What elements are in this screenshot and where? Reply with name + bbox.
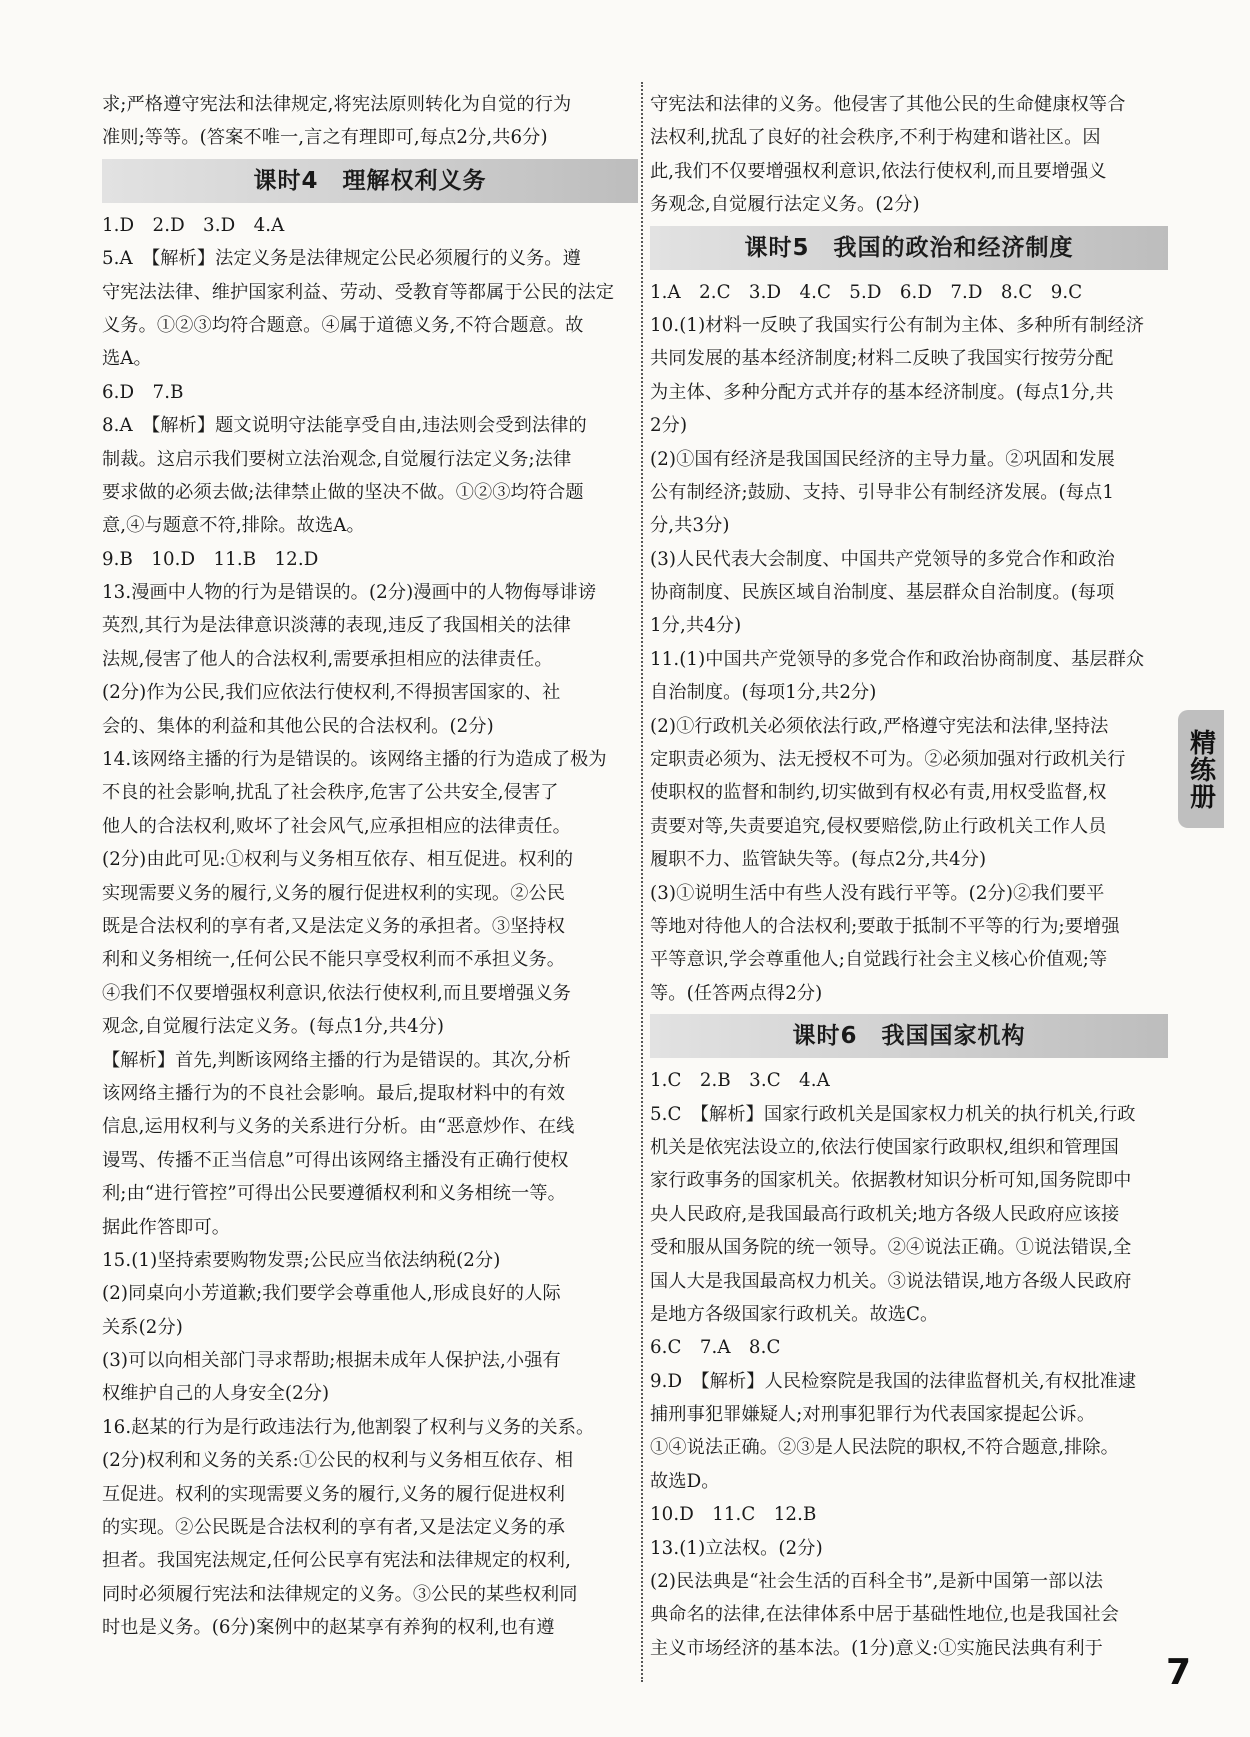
text-line: 6.D 7.B <box>102 381 184 403</box>
section-heading: 课时4 理解权利义务 <box>102 159 638 203</box>
text-line: 履职不力、监管缺失等。(每点2分,共4分) <box>650 849 987 871</box>
text-line: 观念,自觉履行法定义务。(每点1分,共4分) <box>102 1016 445 1038</box>
text-line: 故选D。 <box>650 1470 720 1492</box>
text-line: 的实现。②公民既是合法权利的享有者,又是法定义务的承 <box>102 1517 566 1539</box>
text-line: 守宪法和法律的义务。他侵害了其他公民的生命健康权等合 <box>650 94 1126 115</box>
text-line: 1分,共4分) <box>650 615 742 637</box>
text-line: 10.D 11.C 12.B <box>650 1504 817 1526</box>
text-line: 捕刑事犯罪嫌疑人;对刑事犯罪行为代表国家提起公诉。 <box>650 1404 1096 1426</box>
text-line: ④我们不仅要增强权利意识,依法行使权利,而且要增强义务 <box>102 982 571 1004</box>
text-line: 他人的合法权利,败坏了社会风气,应承担相应的法律责任。 <box>102 815 571 837</box>
text-line: 同时必须履行宪法和法律规定的义务。③公民的某些权利同 <box>102 1583 578 1605</box>
text-line: (3)人民代表大会制度、中国共产党领导的多党合作和政治 <box>650 548 1115 570</box>
text-line: 9.B 10.D 11.B 12.D <box>102 548 319 570</box>
text-line: (2)①行政机关必须依法行政,严格遵守宪法和法律,坚持法 <box>650 715 1109 737</box>
text-line: 1.C 2.B 3.C 4.A <box>650 1070 830 1092</box>
text-line: 11.(1)中国共产党领导的多党合作和政治协商制度、基层群众 <box>650 648 1145 670</box>
text-line: 意,④与题意不符,排除。故选A。 <box>102 515 365 537</box>
text-line: 2分) <box>650 415 688 437</box>
text-line: 14.该网络主播的行为是错误的。该网络主播的行为造成了极为 <box>102 749 607 771</box>
side-tab <box>1178 710 1224 828</box>
text-line: 不良的社会影响,扰乱了社会秩序,危害了公共安全,侵害了 <box>102 782 559 804</box>
text-line: 典命名的法律,在法律体系中居于基础性地位,也是我国社会 <box>650 1604 1119 1626</box>
text-line: 15.(1)坚持索要购物发票;公民应当依法纳税(2分) <box>102 1249 501 1271</box>
text-line: 等地对待他人的合法权利;要敢于抵制不平等的行为;要增强 <box>650 915 1120 937</box>
page-number: 7 <box>1166 1652 1192 1693</box>
text-line: 互促进。权利的实现需要义务的履行,义务的履行促进权利 <box>102 1483 566 1505</box>
text-line: 是地方各级国家行政机关。故选C。 <box>650 1303 939 1325</box>
text-line: 等。(任答两点得2分) <box>650 982 823 1004</box>
text-line: 6.C 7.A 8.C <box>650 1337 781 1359</box>
text-line: (3)①说明生活中有些人没有践行平等。(2分)②我们要平 <box>650 882 1105 904</box>
text-line: 自治制度。(每项1分,共2分) <box>650 682 877 704</box>
text-line: 求;严格遵守宪法和法律规定,将宪法原则转化为自觉的行为 <box>102 94 572 115</box>
text-line: 8.A 【解析】题文说明守法能享受自由,违法则会受到法律的 <box>102 415 587 437</box>
text-line: 谩骂、传播不正当信息”可得出该网络主播没有正确行使权 <box>102 1149 569 1171</box>
text-line: 据此作答即可。 <box>102 1216 231 1238</box>
text-line: 1.D 2.D 3.D 4.A <box>102 214 285 236</box>
text-line: 利和义务相统一,任何公民不能只享受权利而不承担义务。 <box>102 949 566 971</box>
text-line: 要求做的必须去做;法律禁止做的坚决不做。①②③均符合题 <box>102 481 584 503</box>
text-line: 英烈,其行为是法律意识淡薄的表现,违反了我国相关的法律 <box>102 615 571 637</box>
text-line: 协商制度、民族区域自治制度、基层群众自治制度。(每项 <box>650 582 1115 604</box>
text-line: 该网络主播行为的不良社会影响。最后,提取材料中的有效 <box>102 1082 566 1104</box>
text-line: (2分)由此可见:①权利与义务相互依存、相互促进。权利的 <box>102 849 574 871</box>
text-line: (2分)作为公民,我们应依法行使权利,不得损害国家的、社 <box>102 682 561 704</box>
text-line: 实现需要义务的履行,义务的履行促进权利的实现。②公民 <box>102 882 566 904</box>
text-line: 【解析】首先,判断该网络主播的行为是错误的。其次,分析 <box>102 1049 571 1071</box>
text-line: 国人大是我国最高权力机关。③说法错误,地方各级人民政府 <box>650 1270 1132 1292</box>
text-line: 定职责必须为、法无授权不可为。②必须加强对行政机关行 <box>650 749 1126 771</box>
text-line: 共同发展的基本经济制度;材料二反映了我国实行按劳分配 <box>650 348 1114 370</box>
text-line: 制裁。这启示我们要树立法治观念,自觉履行法定义务;法律 <box>102 448 572 470</box>
text-line: 准则;等等。(答案不唯一,言之有理即可,每点2分,共6分) <box>102 127 548 149</box>
text-line: 机关是依宪法设立的,依法行使国家行政职权,组织和管理国 <box>650 1136 1119 1158</box>
left-column <box>102 88 638 1645</box>
right-column-lines <box>650 88 1168 1665</box>
text-line: 9.D 【解析】人民检察院是我国的法律监督机关,有权批准逮 <box>650 1370 1137 1392</box>
right-column <box>650 88 1168 1665</box>
text-line: 法规,侵害了他人的合法权利,需要承担相应的法律责任。 <box>102 648 553 670</box>
text-line: 公有制经济;鼓励、支持、引导非公有制经济发展。(每点1 <box>650 481 1114 503</box>
left-column-lines <box>102 88 638 1645</box>
text-line: 责要对等,失责要追究,侵权要赔偿,防止行政机关工作人员 <box>650 815 1107 837</box>
text-line: 利;由“进行管控”可得出公民要遵循权利和义务相统一等。 <box>102 1183 566 1205</box>
text-line: 法权利,扰乱了良好的社会秩序,不利于构建和谐社区。因 <box>650 127 1101 149</box>
text-line: 选A。 <box>102 348 152 370</box>
text-line: 会的、集体的利益和其他公民的合法权利。(2分) <box>102 715 494 737</box>
text-line: 平等意识,学会尊重他人;自觉践行社会主义核心价值观;等 <box>650 949 1108 971</box>
text-line: 此,我们不仅要增强权利意识,依法行使权利,而且要增强义 <box>650 160 1107 182</box>
text-line: (2)民法典是“社会生活的百科全书”,是新中国第一部以法 <box>650 1571 1104 1593</box>
text-line: 信息,运用权利与义务的关系进行分析。由“恶意炒作、在线 <box>102 1116 575 1138</box>
text-line: (2)①国有经济是我国国民经济的主导力量。②巩固和发展 <box>650 448 1115 470</box>
text-line: 家行政事务的国家机关。依据教材知识分析可知,国务院即中 <box>650 1170 1132 1192</box>
text-line: 1.A 2.C 3.D 4.C 5.D 6.D 7.D 8.C 9.C <box>650 281 1083 303</box>
column-divider <box>641 82 643 1682</box>
text-line: 使职权的监督和制约,切实做到有权必有责,用权受监督,权 <box>650 782 1107 804</box>
text-line: 受和服从国务院的统一领导。②④说法正确。①说法错误,全 <box>650 1237 1132 1259</box>
text-line: 16.赵某的行为是行政违法行为,他割裂了权利与义务的关系。 <box>102 1416 595 1438</box>
text-line: 既是合法权利的享有者,又是法定义务的承担者。③坚持权 <box>102 915 566 937</box>
text-line: 权维护自己的人身安全(2分) <box>102 1383 330 1405</box>
text-line: 务观念,自觉履行法定义务。(2分) <box>650 194 920 216</box>
text-line: 为主体、多种分配方式并存的基本经济制度。(每点1分,共 <box>650 381 1114 403</box>
text-line: 央人民政府,是我国最高行政机关;地方各级人民政府应该接 <box>650 1203 1120 1225</box>
text-line: 5.A 【解析】法定义务是法律规定公民必须履行的义务。遵 <box>102 248 581 270</box>
side-tab-label: 精练册 <box>1185 728 1216 810</box>
text-line: 守宪法法律、维护国家利益、劳动、受教育等都属于公民的法定 <box>102 281 615 303</box>
text-line: ①④说法正确。②③是人民法院的职权,不符合题意,排除。 <box>650 1437 1119 1459</box>
text-line: (2)同桌向小芳道歉;我们要学会尊重他人,形成良好的人际 <box>102 1283 561 1305</box>
section-heading: 课时6 我国国家机构 <box>650 1014 1168 1058</box>
text-line: (3)可以向相关部门寻求帮助;根据未成年人保护法,小强有 <box>102 1350 561 1372</box>
text-line: 时也是义务。(6分)案例中的赵某享有养狗的权利,也有遵 <box>102 1617 555 1639</box>
text-line: 义务。①②③均符合题意。④属于道德义务,不符合题意。故 <box>102 314 584 336</box>
section-heading: 课时5 我国的政治和经济制度 <box>650 226 1168 270</box>
text-line: 10.(1)材料一反映了我国实行公有制为主体、多种所有制经济 <box>650 314 1145 336</box>
text-line: 13.(1)立法权。(2分) <box>650 1537 823 1559</box>
text-line: 担者。我国宪法规定,任何公民享有宪法和法律规定的权利, <box>102 1550 571 1572</box>
text-line: (2分)权利和义务的关系:①公民的权利与义务相互依存、相 <box>102 1450 574 1472</box>
text-line: 5.C 【解析】国家行政机关是国家权力机关的执行机关,行政 <box>650 1103 1136 1125</box>
text-line: 关系(2分) <box>102 1316 183 1338</box>
text-line: 分,共3分) <box>650 515 730 537</box>
text-line: 主义市场经济的基本法。(1分)意义:①实施民法典有利于 <box>650 1637 1103 1659</box>
text-line: 13.漫画中人物的行为是错误的。(2分)漫画中的人物侮辱诽谤 <box>102 582 597 604</box>
